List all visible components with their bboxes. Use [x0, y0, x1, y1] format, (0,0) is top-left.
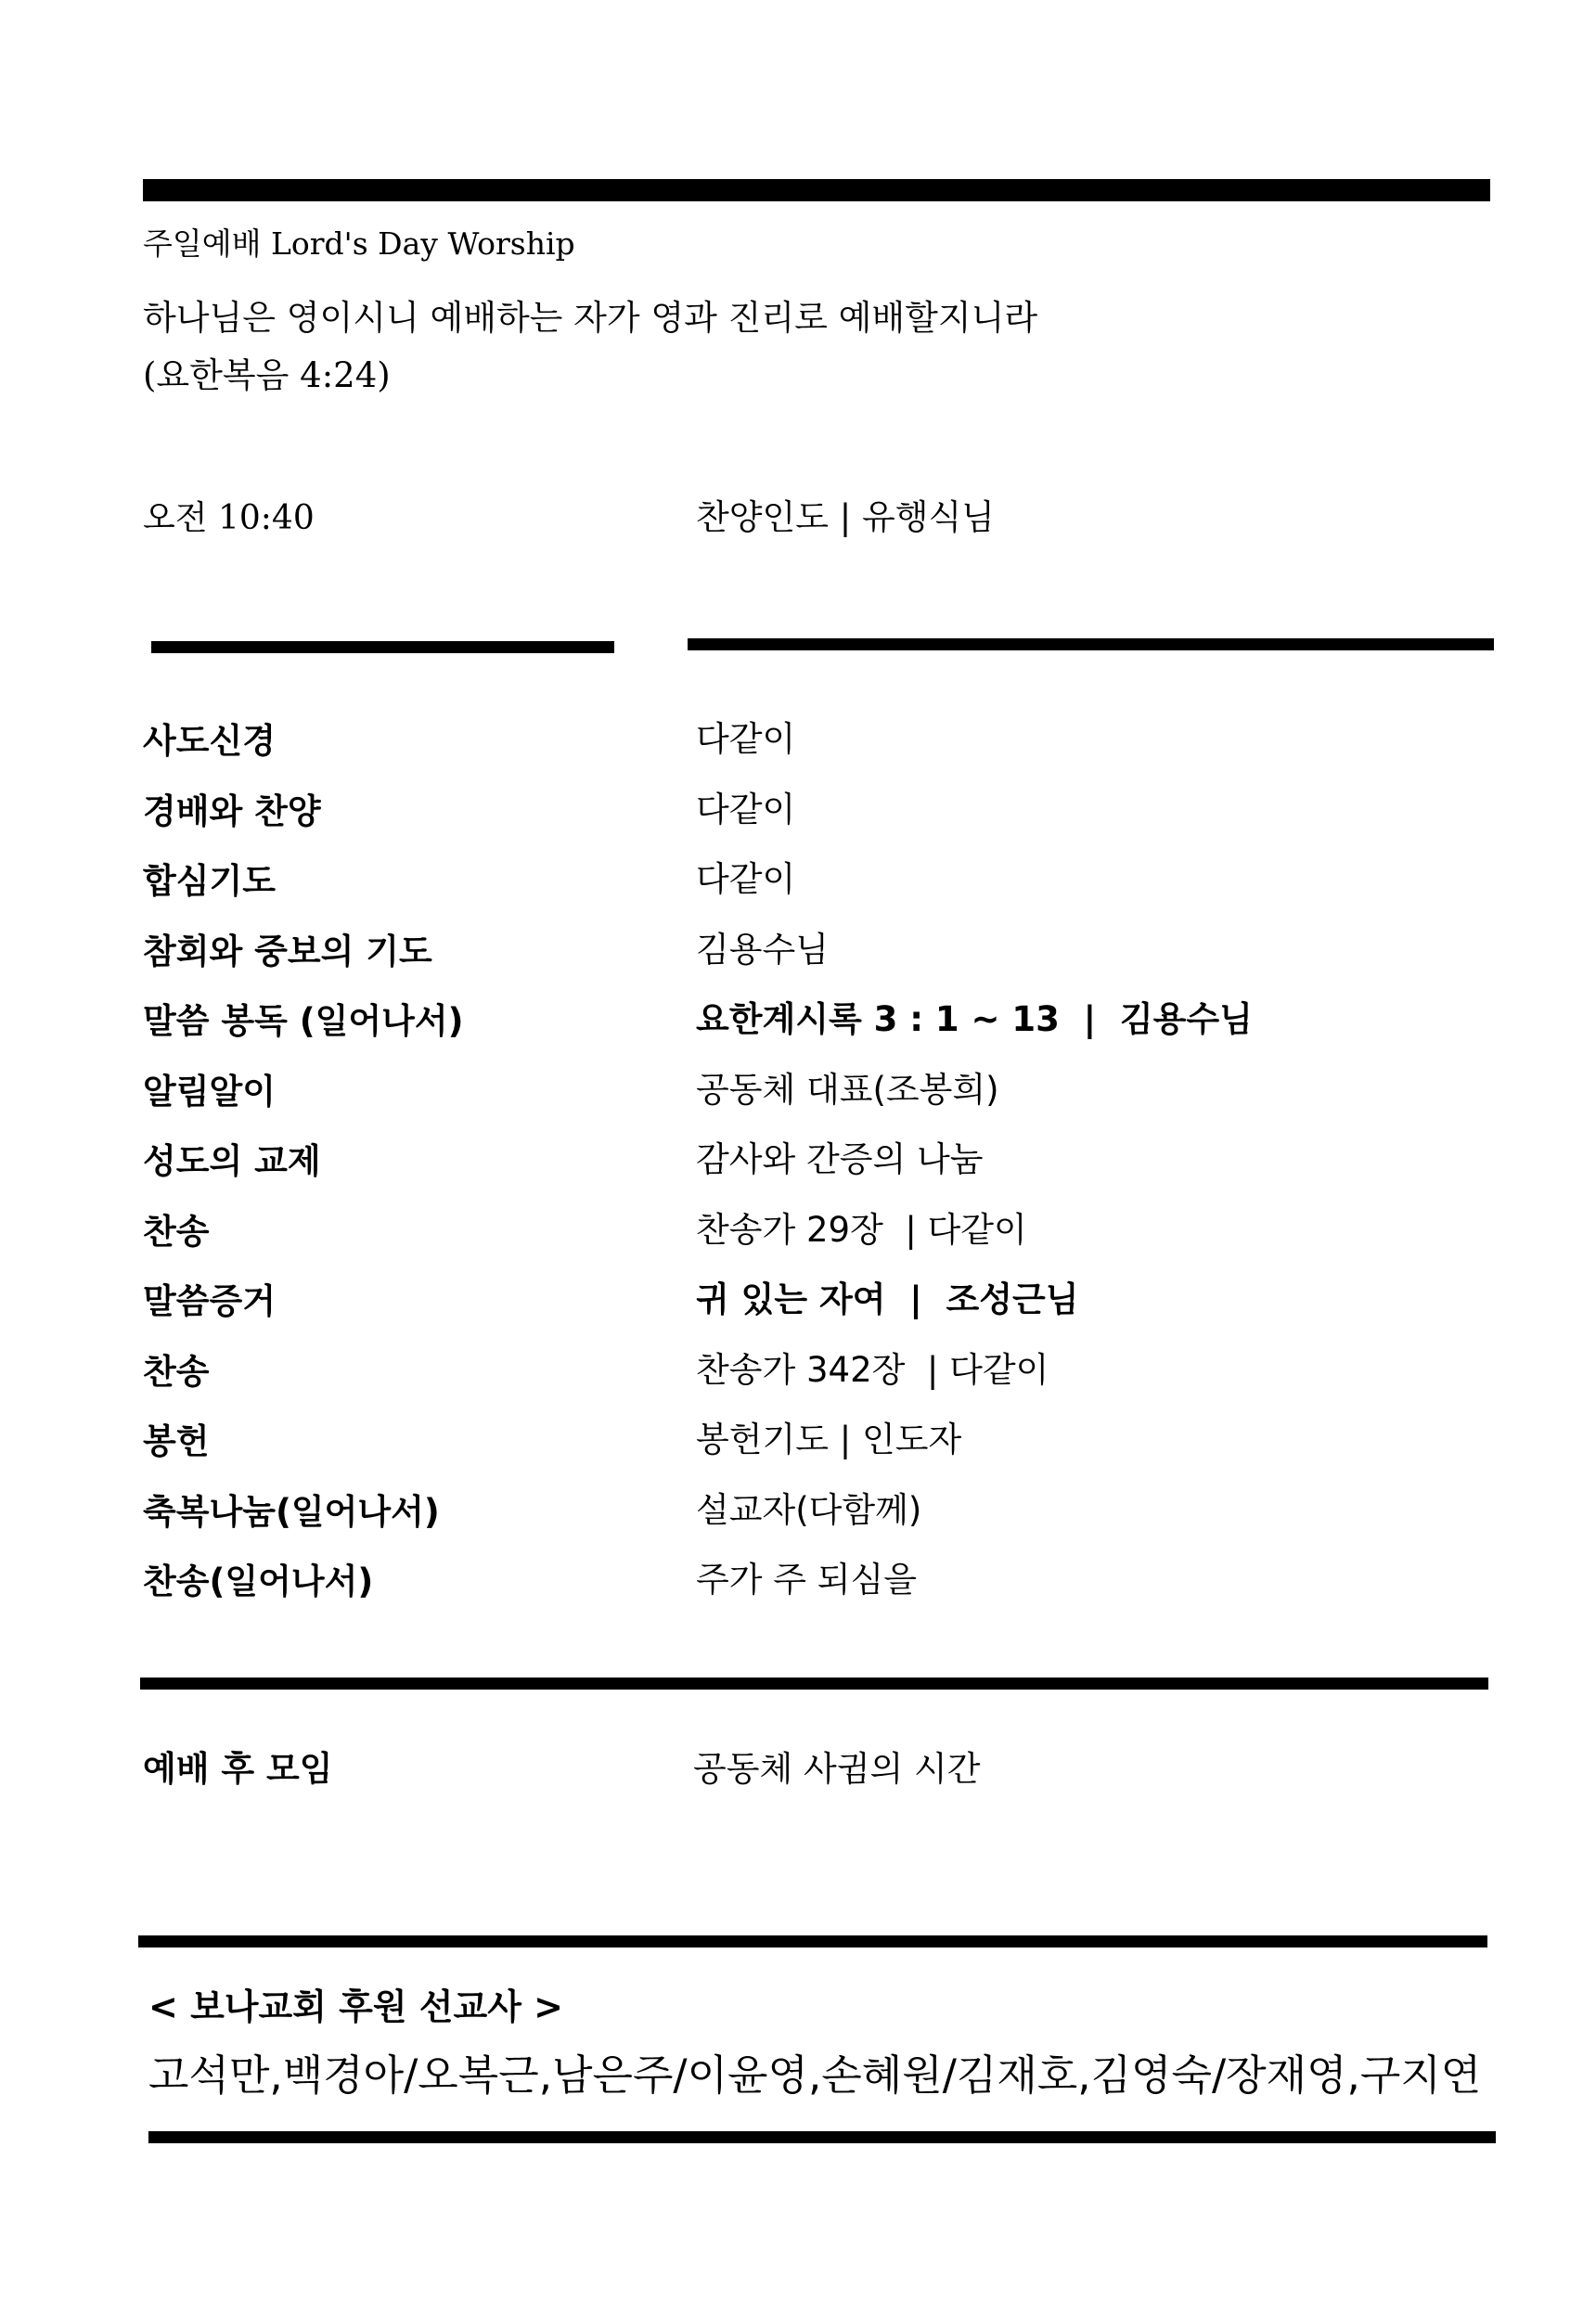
order-item-detail: 요한계시록 3 : 1 ~ 13 | 김용수님	[696, 999, 1253, 1039]
order-item-detail: 설교자(다함께)	[696, 1489, 922, 1530]
order-item	[143, 1343, 1498, 1414]
order-item-name: 축복나눔(일어나서)	[143, 1491, 440, 1532]
order-item-name: 알림알이	[143, 1071, 276, 1112]
service-title: 주일예배 Lord's Day Worship	[143, 225, 575, 262]
order-item-detail: 주가 주 되심을	[696, 1560, 917, 1600]
order-item-name: 찬송	[143, 1211, 210, 1252]
order-item-detail: 찬송가 342장 | 다같이	[696, 1349, 1049, 1390]
order-item	[143, 993, 1498, 1063]
order-item-name: 찬송	[143, 1351, 210, 1392]
order-item-name: 사도신경	[143, 721, 276, 761]
order-item-name: 성도의 교제	[143, 1141, 321, 1181]
order-item-name: 합심기도	[143, 861, 276, 901]
order-item-detail: 감사와 간증의 나눔	[696, 1139, 984, 1179]
order-item	[143, 1133, 1498, 1203]
after-service-label: 예배 후 모임	[143, 1749, 333, 1789]
order-item	[143, 1413, 1498, 1484]
order-item-detail: 김용수님	[696, 929, 829, 970]
order-item-detail: 찬송가 29장 | 다같이	[696, 1209, 1027, 1250]
top-divider	[143, 179, 1490, 201]
order-item-detail: 공동체 대표(조봉희)	[696, 1069, 999, 1110]
order-item	[143, 923, 1498, 994]
order-item-name: 말씀 봉독 (일어나서)	[143, 1001, 464, 1041]
order-item	[143, 853, 1498, 923]
scripture-reference: (요한복음 4:24)	[143, 355, 391, 395]
service-time: 오전 10:40	[143, 499, 315, 537]
missionary-bottom-divider	[148, 2131, 1496, 2143]
order-item-name: 말씀증거	[143, 1281, 276, 1321]
order-item-detail: 봉헌기도 | 인도자	[696, 1420, 962, 1459]
order-item-name: 찬송(일어나서)	[143, 1562, 374, 1601]
order-item	[143, 1553, 1498, 1624]
order-item-detail: 다같이	[696, 719, 796, 759]
missionary-top-divider	[138, 1935, 1487, 1947]
order-bottom-divider	[140, 1678, 1488, 1690]
order-item-name: 봉헌	[143, 1421, 210, 1461]
order-item-detail: 귀 있는 자여 | 조성근님	[696, 1279, 1079, 1319]
left-section-divider	[151, 641, 614, 653]
missionary-names: 고석만,백경아/오복근,남은주/이윤영,손혜원/김재호,김영숙/장재영,구지연	[148, 2050, 1482, 2100]
order-item-name: 경배와 찬양	[143, 791, 321, 831]
order-item-name: 참회와 중보의 기도	[143, 931, 432, 971]
order-of-worship	[143, 713, 1498, 1624]
order-item-detail: 다같이	[696, 789, 796, 829]
scripture-verse: 하나님은 영이시니 예배하는 자가 영과 진리로 예배할지니라	[143, 298, 1038, 338]
missionary-section-title: < 보나교회 후원 선교사 >	[148, 1986, 563, 2027]
worship-leader: 찬양인도 | 유행식님	[696, 497, 995, 537]
order-item	[143, 1063, 1498, 1134]
after-service-detail: 공동체 사귐의 시간	[693, 1749, 981, 1789]
order-item	[143, 1273, 1498, 1343]
order-item	[143, 713, 1498, 783]
order-item-detail: 다같이	[696, 859, 796, 899]
order-item	[143, 783, 1498, 854]
order-item	[143, 1484, 1498, 1554]
right-section-divider	[688, 638, 1494, 650]
order-item	[143, 1203, 1498, 1274]
